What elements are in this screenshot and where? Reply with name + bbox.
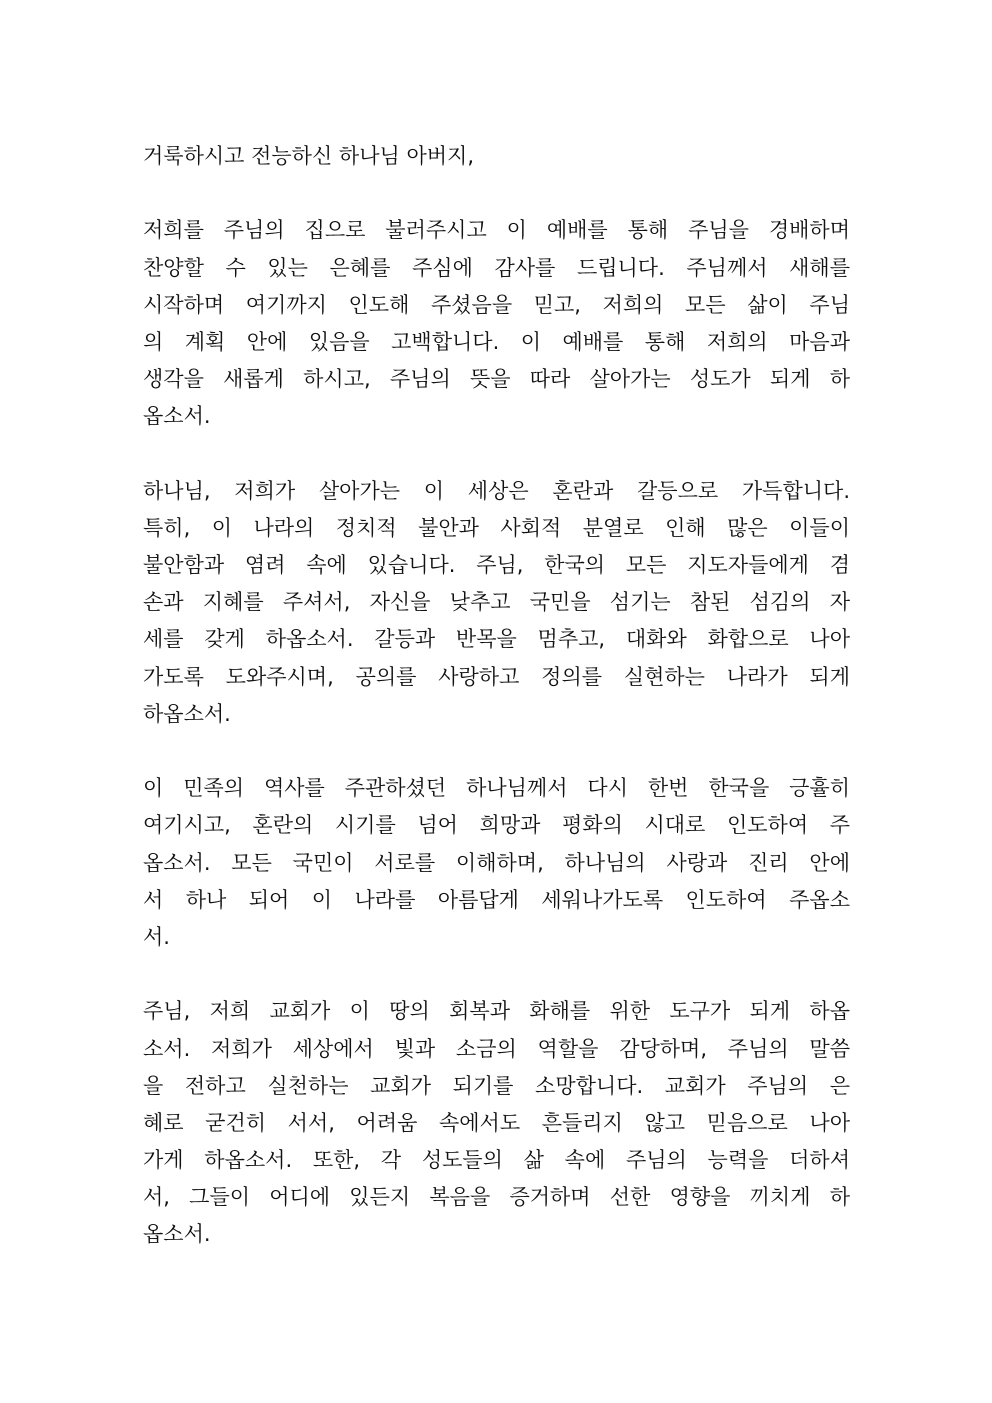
text-line: 여기시고, 혼란의 시기를 넘어 희망과 평화의 시대로 인도하여 주 [143,813,850,838]
text-line: 가도록 도와주시며, 공의를 사랑하고 정의를 실현하는 나라가 되게 [143,664,850,689]
text-line: 옵소서. 모든 국민이 서로를 이해하며, 하나님의 사랑과 진리 안에 [143,850,850,875]
paragraph-salutation [143,138,850,175]
text-line: 하나님, 저희가 살아가는 이 세상은 혼란과 갈등으로 가득합니다. [143,478,850,503]
text-line: 생각을 새롭게 하시고, 주님의 뜻을 따라 살아가는 성도가 되게 하 [143,367,850,392]
text-line: 찬양할 수 있는 은혜를 주심에 감사를 드립니다. 주님께서 새해를 [143,255,850,280]
paragraph-nation [143,473,850,733]
paragraph-thanksgiving [143,212,850,435]
text-line: 옵소서. [143,404,211,429]
text-line: 을 전하고 실천하는 교회가 되기를 소망합니다. 교회가 주님의 은 [143,1073,850,1098]
text-line: 가게 하옵소서. 또한, 각 성도들의 삶 속에 주님의 능력을 더하셔 [143,1148,850,1173]
paragraph-gap [143,175,850,212]
text-line: 손과 지혜를 주셔서, 자신을 낮추고 국민을 섬기는 참된 섬김의 자 [143,590,850,615]
text-line: 서. [143,924,170,949]
text-line: 서, 그들이 어디에 있든지 복음을 증거하며 선한 영향을 끼치게 하 [143,1185,850,1210]
text-line: 저희를 주님의 집으로 불러주시고 이 예배를 통해 주님을 경배하며 [143,218,850,243]
text-line: 특히, 이 나라의 정치적 불안과 사회적 분열로 인해 많은 이들이 [143,515,850,540]
text-line: 세를 갖게 하옵소서. 갈등과 반목을 멈추고, 대화와 화합으로 나아 [143,627,850,652]
text-line: 혜로 굳건히 서서, 어려움 속에서도 흔들리지 않고 믿음으로 나아 [143,1110,850,1135]
text-line: 시작하며 여기까지 인도해 주셨음을 믿고, 저희의 모든 삶이 주님 [143,292,850,317]
paragraph-history [143,770,850,956]
text-line: 불안함과 염려 속에 있습니다. 주님, 한국의 모든 지도자들에게 겸 [143,553,850,578]
text-line: 거룩하시고 전능하신 하나님 아버지, [143,144,474,168]
text-line: 의 계획 안에 있음을 고백합니다. 이 예배를 통해 저희의 마음과 [143,329,850,354]
paragraph-gap [143,956,850,993]
text-line: 소서. 저희가 세상에서 빛과 소금의 역할을 감당하며, 주님의 말씀 [143,1036,850,1061]
text-line: 서 하나 되어 이 나라를 아름답게 세워나가도록 인도하여 주옵소 [143,887,850,912]
paragraph-church [143,993,850,1253]
text-line: 이 민족의 역사를 주관하셨던 하나님께서 다시 한번 한국을 긍휼히 [143,776,850,801]
prayer-text [143,138,850,1254]
text-line: 옵소서. [143,1222,211,1247]
paragraph-gap [143,436,850,473]
paragraph-gap [143,733,850,770]
text-line: 주님, 저희 교회가 이 땅의 회복과 화해를 위한 도구가 되게 하옵 [143,999,850,1024]
text-line: 하옵소서. [143,701,231,726]
